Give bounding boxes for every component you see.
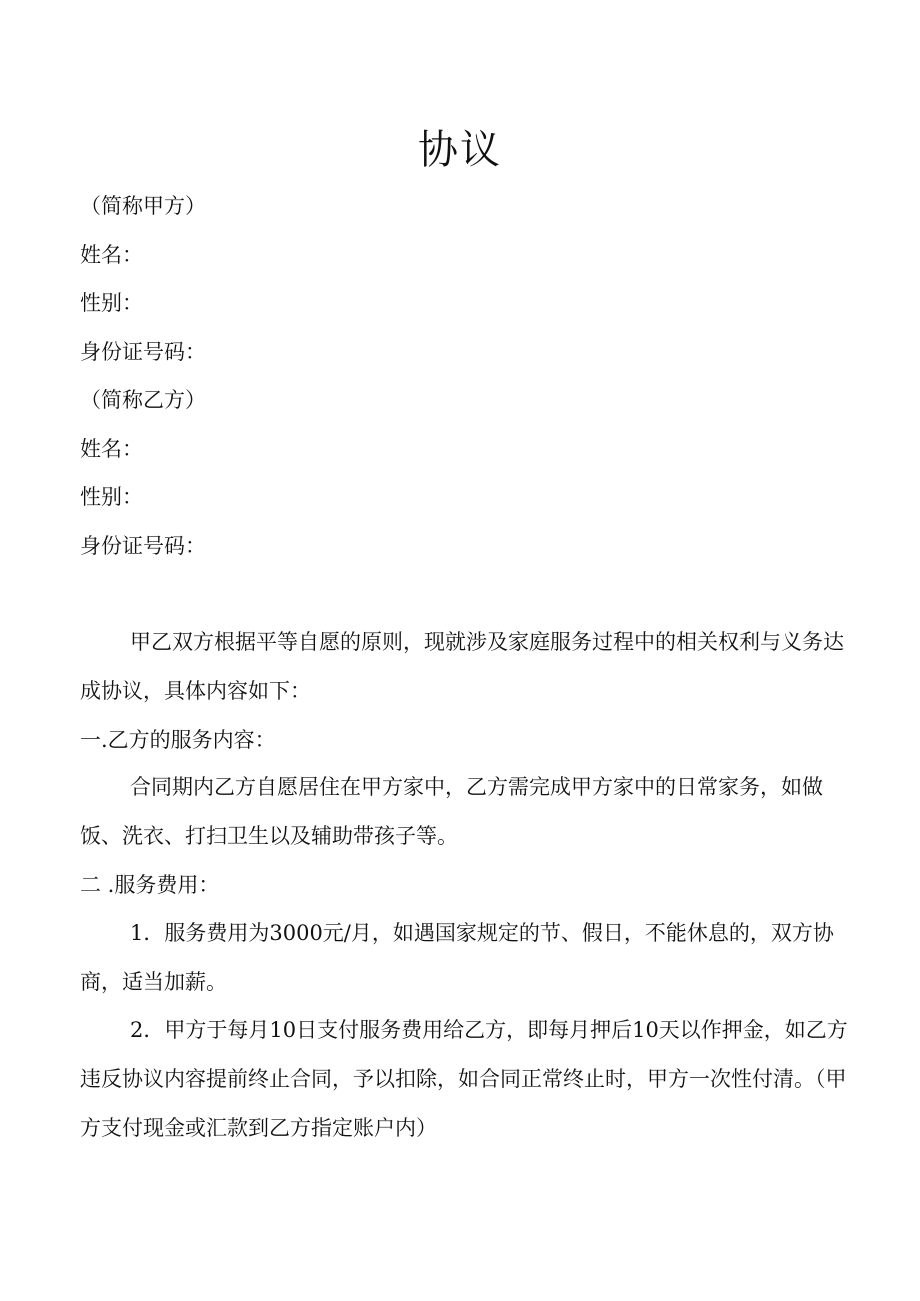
- party-a-id-label: 身份证号码：: [80, 340, 206, 364]
- intro-paragraph: 甲乙双方根据平等自愿的原则，现就涉及家庭服务过程中的相关权利与义务达成协议，具体内容如下：: [80, 630, 844, 703]
- party-b-name-label: 姓名：: [80, 437, 143, 461]
- document-title: 协议: [418, 127, 502, 173]
- section-2-heading: 二 .服务费用：: [80, 873, 220, 897]
- party-a-label: （简称甲方）: [80, 194, 206, 218]
- party-a-name-label: 姓名：: [80, 243, 143, 267]
- section-2-item-1: 1．服务费用为3000元/月，如遇国家规定的节、假日，不能休息的，双方协商，适当加薪。: [80, 921, 834, 994]
- party-b-label: （简称乙方）: [80, 388, 206, 412]
- section-1-text: 合同期内乙方自愿居住在甲方家中，乙方需完成甲方家中的日常家务，如做饭、洗衣、打扫卫生以及辅助带孩子等。: [80, 775, 823, 848]
- party-a-gender-label: 性别：: [80, 291, 143, 315]
- section-2-item-2: 2．甲方于每月10日支付服务费用给乙方，即每月押后10天以作押金，如乙方违反协议内容提前终止合同，予以扣除，如合同正常终止时，甲方一次性付清。（甲方支付现金或汇款到乙方指定账户内）: [80, 1018, 848, 1140]
- party-b-id-label: 身份证号码：: [80, 534, 206, 558]
- party-b-gender-label: 性别：: [80, 485, 143, 509]
- section-1-heading: 一.乙方的服务内容：: [80, 728, 276, 752]
